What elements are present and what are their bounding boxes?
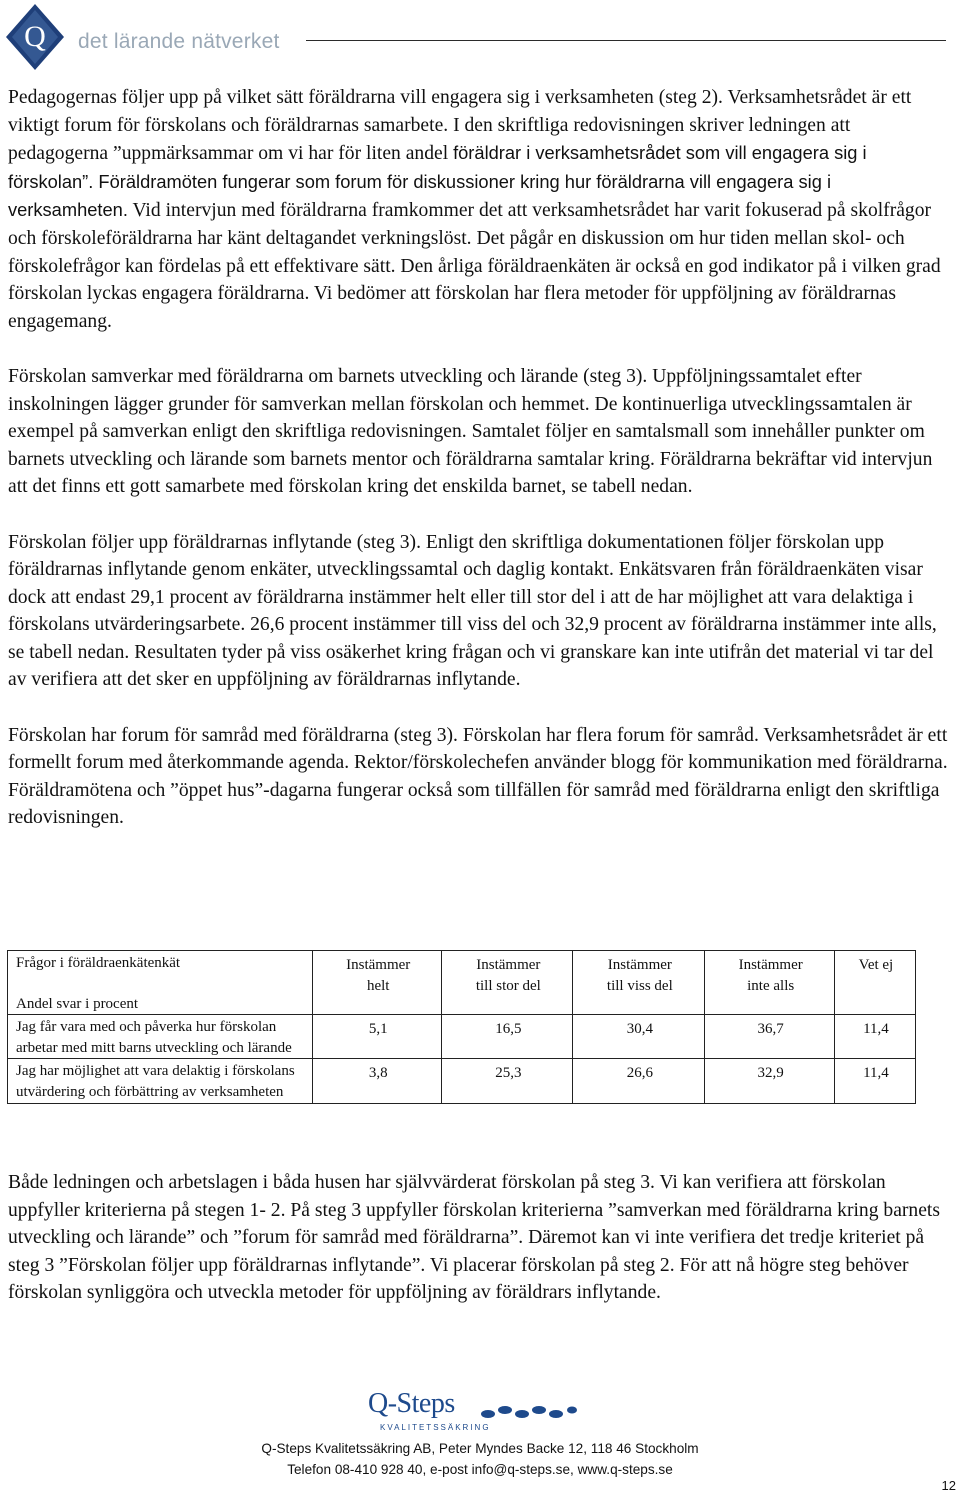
table-column-header: Instämmer inte alls [705, 951, 834, 1015]
footer-brand: Q-Steps [368, 1388, 455, 1419]
table-cell: 30,4 [573, 1015, 705, 1059]
footer-address: Q-Steps Kvalitetssäkring AB, Peter Myndes Backe 12, 118 46 Stockholm [261, 1441, 699, 1456]
table-cell: 5,1 [313, 1015, 442, 1059]
table-unit-label: Andel svar i procent [16, 995, 139, 1012]
svg-text:Q: Q [24, 20, 46, 53]
table-header-row [8, 951, 916, 1015]
table-cell: 11,4 [834, 1059, 915, 1103]
page-header [0, 0, 960, 80]
footer-contact: Telefon 08-410 928 40, e-post info@q-steps.se, www.q-steps.se [287, 1462, 673, 1477]
paragraph-influence: Förskolan följer upp föräldrarnas inflytande (steg 3). Enligt den skriftliga dokumentationen följer förskolan upp föräldrarnas inflytande genom enkäter, utvecklingssamtal och daglig kontakt. Enkätsvaren från föräldraenkäten visar dock att endast 29,1 procent av föräldrarna instämmer helt eller till stor del i att de har möjlighet att vara delaktiga i förskolans utvärderingsarbete. 26,6 procent instämmer till viss del och 32,9 procent av föräldrarna instämmer inte alls, se tabell nedan. Resultaten tyder på viss osäkerhet kring frågan och vi granskare kan inte utifrån det material vi tar del av verifiera att det sker en uppföljning av föräldrarnas inflytande. [8, 531, 937, 691]
footer-tagline: KVALITETSSÄKRING [380, 1423, 491, 1432]
qsteps-logo [368, 1388, 578, 1436]
table-column-header: Vet ej [834, 951, 915, 1015]
header-title: det lärande nätverket [78, 30, 280, 53]
table-cell: 25,3 [442, 1059, 573, 1103]
paragraph-consultation: Förskolan har forum för samråd med föräldrarna (steg 3). Förskolan har flera forum för samråd. Verksamhetsrådet är ett formellt forum med återkommande agenda. Rektor/förskolechefen använder blogg för kommunikation med föräldrarna. Föräldramötena och ”öppet hus”-dagarna fungerar också som tillfällen för samråd med föräldrarna enligt den skriftliga redovisningen. [8, 724, 948, 829]
paragraph-engagement [8, 84, 952, 335]
page-number: 12 [941, 1478, 956, 1493]
q-logo-icon [4, 2, 66, 72]
table-header-question [8, 951, 313, 1015]
table-row-question: Jag har möjlighet att vara delaktig i förskolans utvärdering och förbättring av verksamheten [8, 1059, 313, 1103]
header-divider [306, 40, 946, 41]
table-cell: 16,5 [442, 1015, 573, 1059]
paragraph-engagement-quote: föräldrar i verksamhetsrådet som vill engagera sig i förskolan”. Föräldramöten fungerar som forum för diskussioner kring hur föräldrarna vill engagera sig i verksamheten. [8, 142, 867, 221]
table-cell: 3,8 [313, 1059, 442, 1103]
paragraph-collaboration: Förskolan samverkar med föräldrarna om barnets utveckling och lärande (steg 3). Uppföljningssamtalet efter inskolningen lägger grunder för samverkan mellan förskolan och hemmet. De kontinuerliga utvecklingssamtalen är exempel på samverkan enligt den skriftliga redovisningen. Samtalet följer en samtalsmall som innehåller punkter om barnets utveckling och lärande som barnets mentor och föräldrarna samtalar kring. Föräldrarna bekräftar vid intervjun att det finns ett gott samarbete med förskolan kring det enskilda barnet, se tabell nedan. [8, 365, 933, 498]
table-column-header: Instämmer till stor del [442, 951, 573, 1015]
footprints-icon [478, 1402, 578, 1422]
table-cell: 26,6 [573, 1059, 705, 1103]
table-row [8, 1059, 916, 1103]
paragraph-engagement-part-b: Vid intervjun med föräldrarna framkommer det att verksamhetsrådet har varit fokuserad på skolfrågor och förskoleföräldrarna har känt deltagandet verkningslöst. Det pågår en diskussion om hur tiden mellan skol- och förskolefrågor kan fördelas på ett effektivare sätt. Den årliga föräldraenkäten är också en god indikator på i vilken grad förskolan lyckas engagera föräldrarna. Vi bedömer att förskolan har flera metoder för uppföljning av föräldrarnas engagemang. [8, 200, 941, 332]
table-cell: 11,4 [834, 1015, 915, 1059]
table-column-header: Instämmer till viss del [573, 951, 705, 1015]
table-question-heading: Frågor i föräldraenkätenkät [16, 955, 181, 971]
table-column-header: Instämmer helt [313, 951, 442, 1015]
paragraph-conclusion: Både ledningen och arbetslagen i båda husen har självvärderat förskolan på steg 3. Vi kan verifiera att förskolan uppfyller kriterierna på stegen 1- 2. På steg 3 uppfyller förskolan kriterierna ”samverkan med föräldrarna kring barnets utveckling och lärande” och ”forum för samråd med föräldrarna”. Däremot kan vi inte verifiera det tredje kriteriet på steg 3 ”Förskolan följer upp föräldrarnas inflytande”. Vi placerar förskolan på steg 2. För att nå högre steg behöver förskolan synliggöra och utveckla metoder för uppföljning av föräldrars inflytande. [8, 1172, 940, 1304]
table-row [8, 1015, 916, 1059]
table-cell: 32,9 [705, 1059, 834, 1103]
report-body [8, 84, 952, 832]
table-row-question: Jag får vara med och påverka hur förskolan arbetar med mitt barns utveckling och lärande [8, 1015, 313, 1059]
survey-table [7, 950, 916, 1104]
paragraph-engagement-part-a: Pedagogernas följer upp på vilket sätt föräldrarna vill engagera sig i verksamheten (steg 2). Verksamhetsrådet är ett viktigt forum för förskolans och föräldrarnas samarbete. I den skriftliga redovisningen skriver ledningen att pedagogerna ”uppmärksammar om vi har för liten andel [8, 87, 912, 165]
table-cell: 36,7 [705, 1015, 834, 1059]
